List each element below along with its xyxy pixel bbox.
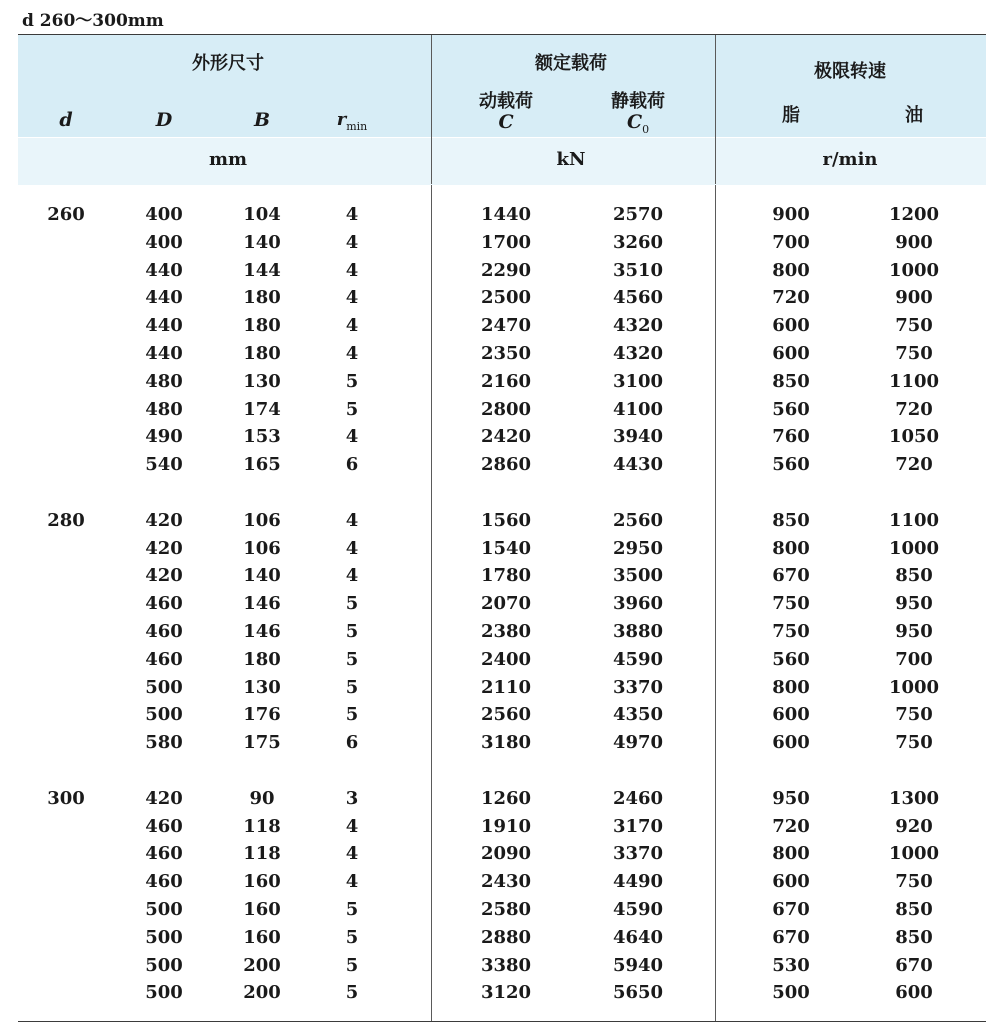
cell-B: 165 [243, 454, 281, 476]
col-D: D [155, 109, 173, 131]
cell-grease-speed: 560 [772, 398, 810, 420]
cell-grease-speed: 500 [772, 982, 810, 1004]
cell-oil-speed: 1300 [888, 787, 940, 809]
cell-B: 144 [243, 259, 281, 281]
cell-r-min: 4 [345, 871, 359, 893]
cell-C0: 4430 [612, 454, 664, 476]
cell-C: 1560 [480, 509, 532, 531]
cell-oil-speed: 720 [895, 454, 933, 476]
cell-grease-speed: 670 [772, 926, 810, 948]
cell-C: 2090 [480, 843, 532, 865]
cell-r-min: 4 [345, 231, 359, 253]
cell-oil-speed: 670 [895, 954, 933, 976]
cell-B: 200 [243, 954, 281, 976]
row-group-d-280 [18, 479, 986, 757]
table-row [18, 674, 986, 702]
cell-D: 500 [145, 898, 183, 920]
cell-oil-speed: 1050 [888, 426, 940, 448]
cell-grease-speed: 850 [772, 509, 810, 531]
cell-C0: 2570 [612, 204, 664, 225]
cell-oil-speed: 1000 [888, 843, 940, 865]
unit-mm: mm [208, 149, 248, 170]
cell-oil-speed: 900 [895, 231, 933, 253]
cell-oil-speed: 750 [895, 871, 933, 893]
cell-D: 420 [145, 537, 183, 559]
cell-oil-speed: 1000 [888, 676, 940, 698]
cell-B: 146 [243, 593, 281, 615]
cell-grease-speed: 600 [772, 315, 810, 337]
cell-oil-speed: 600 [895, 982, 933, 1004]
cell-r-min: 5 [345, 926, 359, 948]
table-row [18, 535, 986, 563]
cell-C: 3120 [480, 982, 532, 1004]
cell-D: 460 [145, 620, 183, 642]
table-row [18, 840, 986, 868]
cell-grease-speed: 560 [772, 648, 810, 670]
cell-oil-speed: 750 [895, 704, 933, 726]
cell-r-min: 4 [345, 565, 359, 587]
cell-D: 500 [145, 676, 183, 698]
cell-D: 460 [145, 815, 183, 837]
cell-C: 2160 [480, 370, 532, 392]
cell-r-min: 5 [345, 982, 359, 1004]
bearing-table [18, 34, 986, 1022]
cell-r-min: 5 [345, 954, 359, 976]
cell-oil-speed: 750 [895, 732, 933, 754]
table-row [18, 701, 986, 729]
cell-B: 176 [243, 704, 281, 726]
table-row [18, 229, 986, 257]
cell-D: 400 [145, 231, 183, 253]
cell-C: 2380 [480, 620, 532, 642]
table-row [18, 952, 986, 980]
cell-D: 420 [145, 565, 183, 587]
cell-B: 160 [243, 871, 281, 893]
cell-grease-speed: 750 [772, 593, 810, 615]
table-row [18, 813, 986, 841]
cell-C0: 4490 [612, 871, 664, 893]
cell-grease-speed: 900 [772, 204, 810, 225]
cell-C0: 3370 [612, 843, 664, 865]
cell-C: 2420 [480, 426, 532, 448]
cell-D: 440 [145, 342, 183, 364]
cell-oil-speed: 850 [895, 926, 933, 948]
cell-r-min: 5 [345, 370, 359, 392]
cell-C: 1440 [480, 204, 532, 225]
cell-C0: 4970 [612, 732, 664, 754]
cell-C: 1910 [480, 815, 532, 837]
cell-oil-speed: 750 [895, 315, 933, 337]
cell-B: 104 [243, 204, 281, 225]
cell-r-min: 4 [345, 537, 359, 559]
cell-oil-speed: 1200 [888, 204, 940, 225]
cell-D: 480 [145, 370, 183, 392]
row-group-d-260 [18, 185, 986, 479]
cell-B: 90 [249, 787, 275, 809]
cell-C: 2400 [480, 648, 532, 670]
cell-r-min: 5 [345, 593, 359, 615]
cell-r-min: 4 [345, 815, 359, 837]
cell-grease-speed: 700 [772, 231, 810, 253]
col-B: B [253, 109, 271, 131]
cell-B: 174 [243, 398, 281, 420]
table-row [18, 562, 986, 590]
cell-B: 180 [243, 315, 281, 337]
cell-C0: 4590 [612, 898, 664, 920]
cell-grease-speed: 750 [772, 620, 810, 642]
cell-grease-speed: 530 [772, 954, 810, 976]
cell-r-min: 4 [345, 509, 359, 531]
cell-C0: 5650 [612, 982, 664, 1004]
table-caption: d 260～300mm [22, 11, 164, 31]
header-divider-2 [715, 35, 716, 184]
static-load-label: 静载荷 [611, 91, 665, 112]
cell-D: 490 [145, 426, 183, 448]
cell-B: 118 [243, 843, 281, 865]
cell-r-min: 4 [345, 204, 359, 225]
table-body [18, 185, 986, 1022]
table-row [18, 868, 986, 896]
cell-d: 260 [47, 204, 85, 225]
cell-C: 2880 [480, 926, 532, 948]
cell-C0: 3880 [612, 620, 664, 642]
cell-r-min: 5 [345, 620, 359, 642]
cell-C: 2800 [480, 398, 532, 420]
cell-C: 1540 [480, 537, 532, 559]
cell-grease-speed: 850 [772, 370, 810, 392]
cell-D: 500 [145, 982, 183, 1004]
cell-D: 460 [145, 593, 183, 615]
cell-C0: 4560 [612, 287, 664, 309]
cell-B: 130 [243, 676, 281, 698]
cell-grease-speed: 760 [772, 426, 810, 448]
cell-grease-speed: 800 [772, 537, 810, 559]
cell-C0: 3100 [612, 370, 664, 392]
cell-B: 180 [243, 342, 281, 364]
table-row [18, 201, 986, 229]
cell-B: 175 [243, 732, 281, 754]
cell-oil-speed: 750 [895, 342, 933, 364]
cell-d: 300 [47, 787, 85, 809]
cell-B: 180 [243, 648, 281, 670]
table-bottom-rule [18, 1021, 986, 1022]
cell-grease-speed: 720 [772, 287, 810, 309]
cell-d: 280 [47, 509, 85, 531]
cell-grease-speed: 720 [772, 815, 810, 837]
cell-grease-speed: 670 [772, 898, 810, 920]
cell-C: 2290 [480, 259, 532, 281]
cell-C: 2430 [480, 871, 532, 893]
cell-B: 130 [243, 370, 281, 392]
cell-oil-speed: 720 [895, 398, 933, 420]
cell-grease-speed: 800 [772, 676, 810, 698]
cell-C0: 3940 [612, 426, 664, 448]
cell-C0: 3370 [612, 676, 664, 698]
cell-C: 2500 [480, 287, 532, 309]
cell-B: 106 [243, 537, 281, 559]
cell-C: 2070 [480, 593, 532, 615]
table-row [18, 785, 986, 813]
cell-oil-speed: 920 [895, 815, 933, 837]
table-row [18, 729, 986, 757]
cell-D: 460 [145, 843, 183, 865]
cell-oil-speed: 1000 [888, 537, 940, 559]
col-oil: 油 [905, 105, 923, 126]
cell-D: 420 [145, 509, 183, 531]
cell-r-min: 5 [345, 648, 359, 670]
cell-grease-speed: 600 [772, 871, 810, 893]
table-row [18, 507, 986, 535]
cell-r-min: 5 [345, 398, 359, 420]
cell-C0: 2560 [612, 509, 664, 531]
dynamic-load-label: 动载荷 [479, 91, 533, 112]
cell-grease-speed: 600 [772, 342, 810, 364]
cell-r-min: 4 [345, 342, 359, 364]
unit-kn: kN [556, 149, 586, 170]
cell-D: 440 [145, 287, 183, 309]
cell-C: 2110 [480, 676, 532, 698]
cell-C0: 4350 [612, 704, 664, 726]
cell-D: 500 [145, 954, 183, 976]
cell-oil-speed: 1000 [888, 259, 940, 281]
table-row [18, 340, 986, 368]
cell-oil-speed: 900 [895, 287, 933, 309]
cell-grease-speed: 800 [772, 259, 810, 281]
cell-grease-speed: 600 [772, 704, 810, 726]
cell-C: 1260 [480, 787, 532, 809]
cell-oil-speed: 850 [895, 565, 933, 587]
cell-D: 440 [145, 315, 183, 337]
cell-oil-speed: 950 [895, 593, 933, 615]
cell-C0: 2950 [612, 537, 664, 559]
cell-C: 2350 [480, 342, 532, 364]
cell-C0: 3170 [612, 815, 664, 837]
cell-D: 460 [145, 871, 183, 893]
cell-D: 500 [145, 704, 183, 726]
col-C: C [498, 111, 514, 133]
table-row [18, 590, 986, 618]
cell-oil-speed: 950 [895, 620, 933, 642]
table-row [18, 451, 986, 479]
table-row [18, 618, 986, 646]
cell-D: 580 [145, 732, 183, 754]
cell-B: 200 [243, 982, 281, 1004]
cell-B: 153 [243, 426, 281, 448]
table-row [18, 646, 986, 674]
group-limit-speed: 极限转速 [814, 61, 886, 82]
table-row [18, 979, 986, 1007]
cell-oil-speed: 700 [895, 648, 933, 670]
table-row [18, 896, 986, 924]
group-rated-load: 额定载荷 [535, 53, 607, 74]
cell-D: 440 [145, 259, 183, 281]
table-header [18, 34, 986, 185]
col-r-min: $r_{min}$ [336, 109, 368, 133]
cell-grease-speed: 560 [772, 454, 810, 476]
cell-oil-speed: 1100 [888, 370, 940, 392]
cell-r-min: 4 [345, 259, 359, 281]
header-divider-1 [431, 35, 432, 184]
cell-C0: 2460 [612, 787, 664, 809]
cell-D: 500 [145, 926, 183, 948]
cell-B: 106 [243, 509, 281, 531]
cell-grease-speed: 950 [772, 787, 810, 809]
cell-C: 2470 [480, 315, 532, 337]
row-group-d-300 [18, 757, 986, 1007]
cell-C0: 4100 [612, 398, 664, 420]
cell-r-min: 4 [345, 287, 359, 309]
cell-C0: 4590 [612, 648, 664, 670]
cell-C0: 4320 [612, 315, 664, 337]
cell-D: 420 [145, 787, 183, 809]
cell-C: 2860 [480, 454, 532, 476]
cell-D: 480 [145, 398, 183, 420]
table-row [18, 257, 986, 285]
cell-C: 3180 [480, 732, 532, 754]
cell-grease-speed: 600 [772, 732, 810, 754]
cell-D: 540 [145, 454, 183, 476]
table-row [18, 312, 986, 340]
cell-C: 2580 [480, 898, 532, 920]
cell-r-min: 6 [345, 454, 359, 476]
cell-r-min: 4 [345, 843, 359, 865]
cell-r-min: 5 [345, 898, 359, 920]
cell-B: 140 [243, 565, 281, 587]
cell-r-min: 3 [345, 787, 359, 809]
unit-rmin: r/min [822, 149, 878, 170]
cell-B: 160 [243, 926, 281, 948]
cell-C0: 4640 [612, 926, 664, 948]
cell-C0: 4320 [612, 342, 664, 364]
cell-r-min: 4 [345, 315, 359, 337]
cell-C0: 3260 [612, 231, 664, 253]
cell-r-min: 5 [345, 704, 359, 726]
table-row [18, 368, 986, 396]
table-row [18, 396, 986, 424]
cell-oil-speed: 850 [895, 898, 933, 920]
cell-B: 180 [243, 287, 281, 309]
cell-C: 1780 [480, 565, 532, 587]
cell-B: 140 [243, 231, 281, 253]
col-d: d [59, 109, 73, 131]
cell-C0: 5940 [612, 954, 664, 976]
cell-C: 2560 [480, 704, 532, 726]
cell-oil-speed: 1100 [888, 509, 940, 531]
cell-B: 118 [243, 815, 281, 837]
cell-r-min: 5 [345, 676, 359, 698]
cell-r-min: 6 [345, 732, 359, 754]
cell-C0: 3500 [612, 565, 664, 587]
table-row [18, 423, 986, 451]
cell-B: 146 [243, 620, 281, 642]
cell-grease-speed: 800 [772, 843, 810, 865]
cell-D: 400 [145, 204, 183, 225]
col-C0: $C_0$ [626, 111, 650, 136]
cell-C0: 3960 [612, 593, 664, 615]
cell-D: 460 [145, 648, 183, 670]
cell-C0: 3510 [612, 259, 664, 281]
cell-r-min: 4 [345, 426, 359, 448]
col-grease: 脂 [782, 105, 800, 126]
table-row [18, 284, 986, 312]
cell-grease-speed: 670 [772, 565, 810, 587]
cell-C: 3380 [480, 954, 532, 976]
cell-C: 1700 [480, 231, 532, 253]
cell-B: 160 [243, 898, 281, 920]
table-row [18, 924, 986, 952]
group-outer-dimensions: 外形尺寸 [192, 53, 264, 74]
